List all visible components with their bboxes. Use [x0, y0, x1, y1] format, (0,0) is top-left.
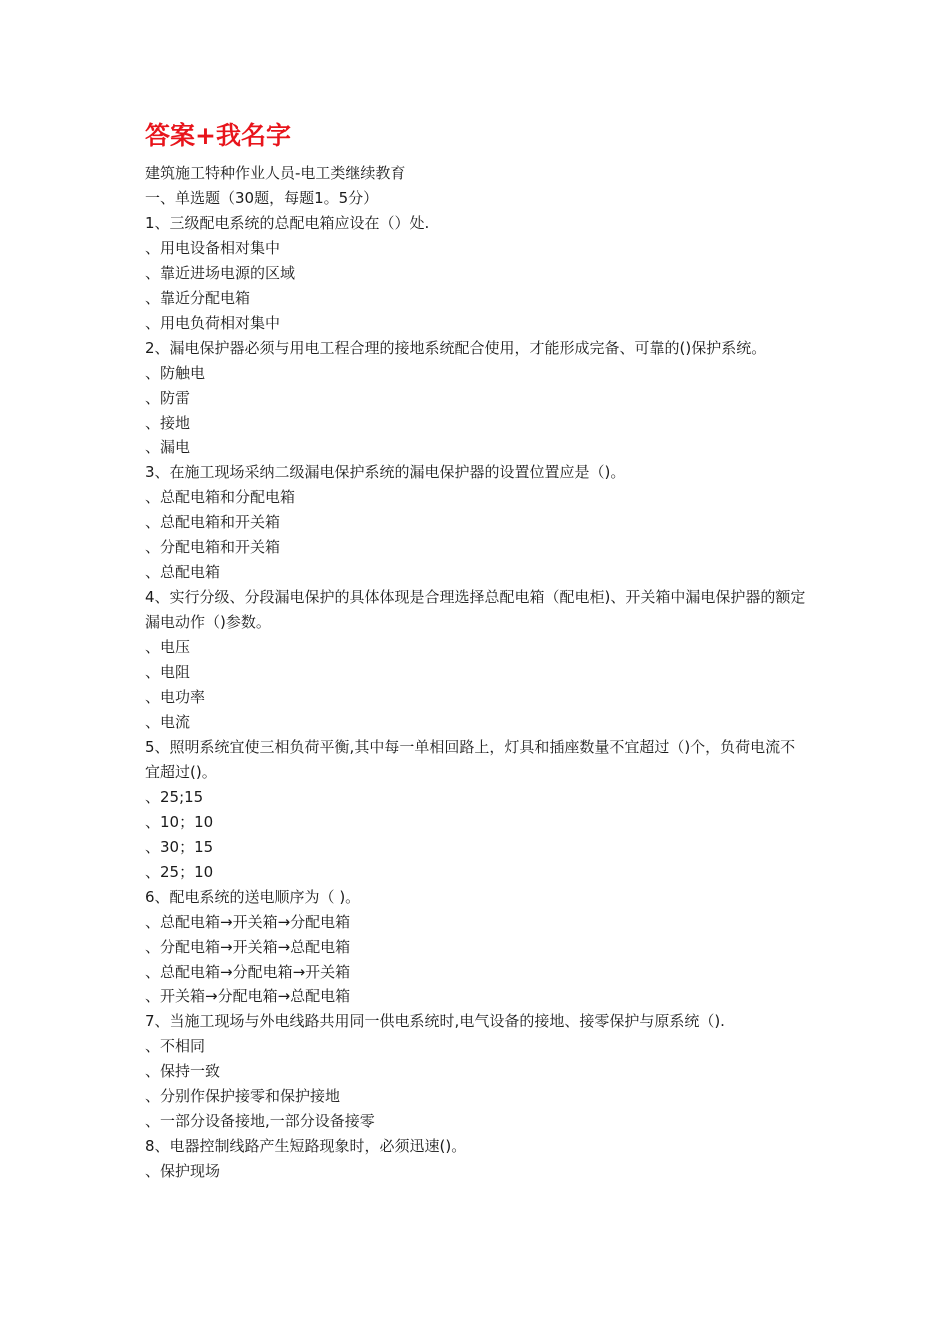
question-text: 6、配电系统的送电顺序为（ )。 — [145, 887, 361, 906]
option-b: 、靠近进场电源的区域 — [145, 263, 296, 282]
option-c: 、靠近分配电箱 — [145, 288, 251, 307]
question-text: 1、三级配电系统的总配电箱应设在（）处. — [145, 213, 430, 232]
question-text: 2、漏电保护器必须与用电工程合理的接地系统配合使用，才能形成完备、可靠的()保护系统。 — [145, 338, 767, 357]
option-a: 、保护现场 — [145, 1162, 221, 1181]
option-d: 、开关箱→分配电箱→总配电箱 — [145, 987, 351, 1006]
question-3 — [145, 460, 810, 585]
option-d: 、电流 — [145, 712, 191, 731]
option-d: 、用电负荷相对集中 — [145, 313, 281, 332]
option-a: 、总配电箱→开关箱→分配电箱 — [145, 912, 351, 931]
option-b: 、10；10 — [145, 812, 214, 831]
option-a: 、总配电箱和分配电箱 — [145, 488, 296, 507]
document-subtitle: 建筑施工特种作业人员-电工类继续教育 — [145, 164, 406, 182]
option-b: 、保持一致 — [145, 1062, 221, 1081]
option-a: 、用电设备相对集中 — [145, 238, 281, 257]
question-8 — [145, 1134, 810, 1184]
option-c: 、总配电箱→分配电箱→开关箱 — [145, 962, 351, 981]
question-text: 8、电器控制线路产生短路现象时，必须迅速()。 — [145, 1137, 467, 1156]
question-6 — [145, 885, 810, 1010]
option-c: 、接地 — [145, 413, 191, 432]
option-c: 、分别作保护接零和保护接地 — [145, 1087, 341, 1106]
option-a: 、电压 — [145, 638, 191, 657]
option-d: 、一部分设备接地,一部分设备接零 — [145, 1112, 375, 1131]
option-b: 、分配电箱→开关箱→总配电箱 — [145, 937, 351, 956]
question-text: 7、当施工现场与外电线路共用同一供电系统时,电气设备的接地、接零保护与原系统（). — [145, 1012, 725, 1031]
option-d: 、漏电 — [145, 438, 191, 457]
option-b: 、总配电箱和开关箱 — [145, 513, 281, 532]
option-a: 、防触电 — [145, 363, 206, 382]
question-text: 5、照明系统宜使三相负荷平衡,其中每一单相回路上，灯具和插座数量不宜超过（)个，负荷电流不宜超过()。 — [145, 737, 796, 781]
question-7 — [145, 1009, 810, 1134]
question-2 — [145, 336, 810, 461]
question-text: 3、在施工现场采纳二级漏电保护系统的漏电保护器的设置位置应是（)。 — [145, 463, 626, 482]
option-b: 、防雷 — [145, 388, 191, 407]
option-c: 、分配电箱和开关箱 — [145, 538, 281, 557]
document-body — [145, 161, 810, 1184]
question-4 — [145, 585, 810, 735]
section-heading: 一、单选题（30题，每题1。5分） — [145, 188, 379, 207]
option-d: 、总配电箱 — [145, 563, 221, 582]
option-a: 、不相同 — [145, 1037, 206, 1056]
document-title: 答案+我名字 — [145, 121, 291, 150]
option-d: 、25；10 — [145, 862, 214, 881]
option-a: 、25;15 — [145, 787, 204, 806]
option-b: 、电阻 — [145, 663, 191, 682]
option-c: 、30；15 — [145, 837, 214, 856]
question-text: 4、实行分级、分段漏电保护的具体体现是合理选择总配电箱（配电柜)、开关箱中漏电保护器的额定漏电动作（)参数。 — [145, 588, 806, 632]
question-5 — [145, 735, 810, 885]
option-c: 、电功率 — [145, 688, 206, 707]
question-1 — [145, 211, 810, 336]
